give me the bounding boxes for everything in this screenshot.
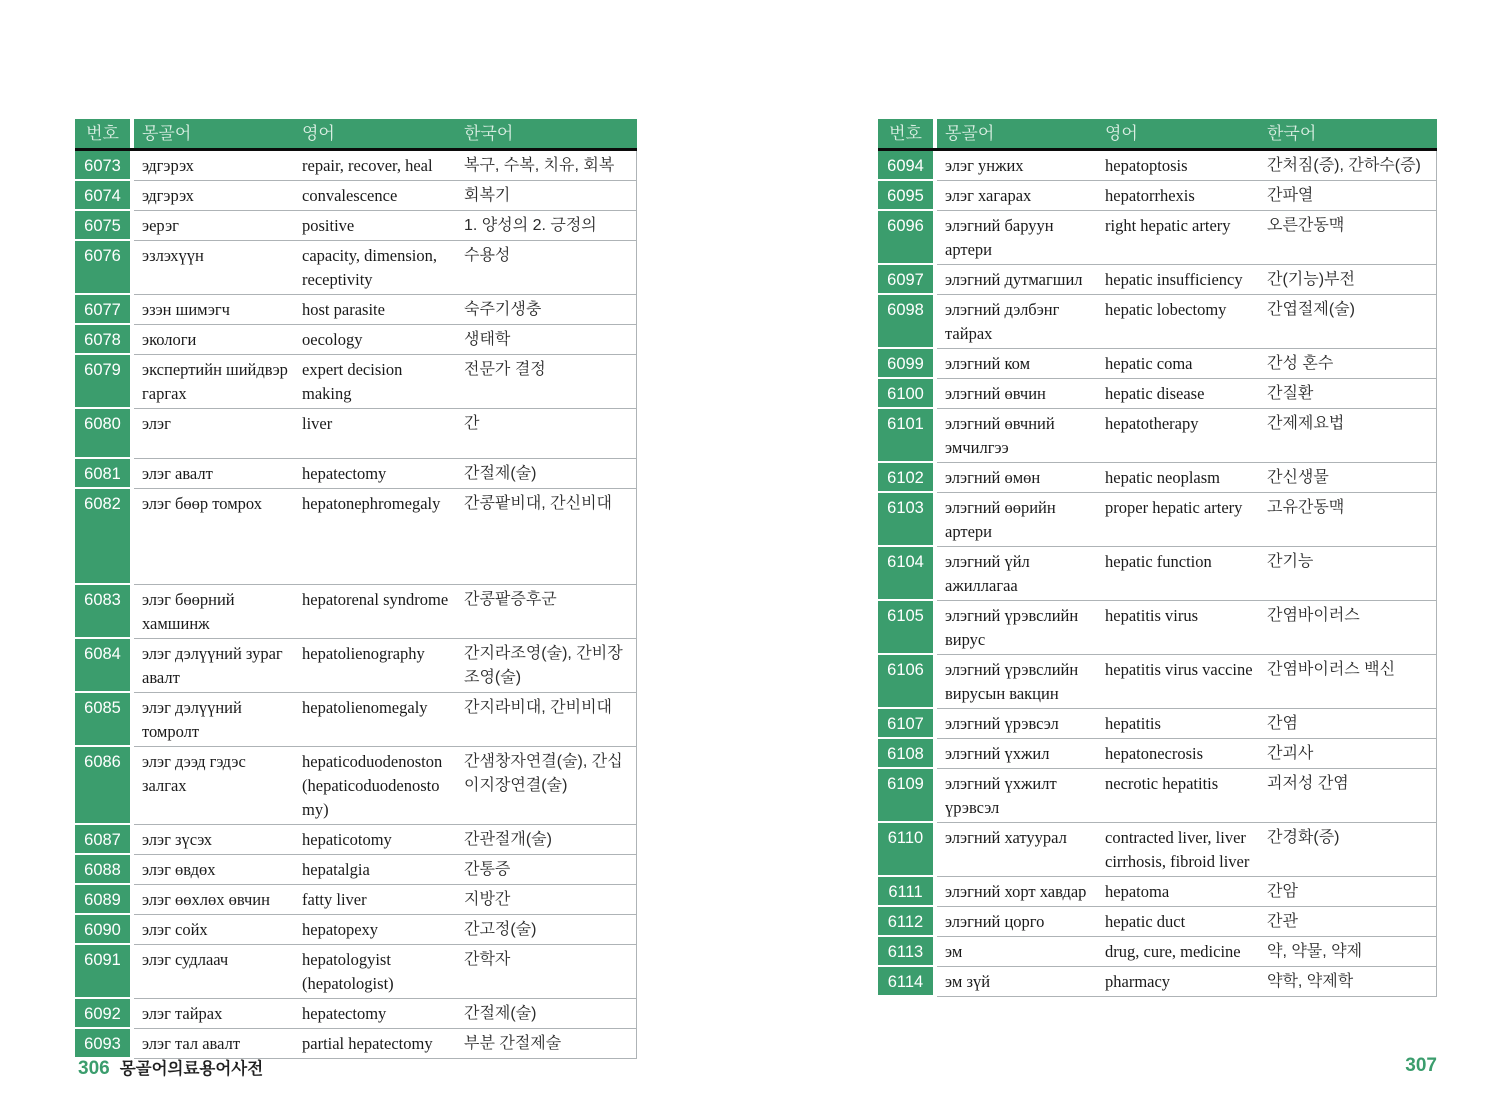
entry-number-cell: 6074 bbox=[75, 181, 130, 211]
entry-number-cell: 6111 bbox=[878, 877, 933, 907]
entry-number-cell: 6090 bbox=[75, 915, 130, 945]
entry-mongolian: элэгний өвчний эмчилгээ bbox=[937, 409, 1097, 463]
entry-number-cell: 6089 bbox=[75, 885, 130, 915]
table-row bbox=[75, 241, 636, 295]
left-page-footer bbox=[78, 1055, 263, 1080]
entry-english: hepatic lobectomy bbox=[1097, 295, 1259, 349]
entry-mongolian: элэг дэлүүний томролт bbox=[134, 693, 294, 747]
entry-mongolian: элэгний үйл ажиллагаа bbox=[937, 547, 1097, 601]
table-row bbox=[75, 181, 636, 211]
entry-mongolian: элэг өөхлөх өвчин bbox=[134, 885, 294, 915]
entry-english: hepaticotomy bbox=[294, 825, 456, 855]
entry-mongolian: элэг бөөрний хамшинж bbox=[134, 585, 294, 639]
entry-english: convalescence bbox=[294, 181, 456, 211]
entry-number-cell: 6109 bbox=[878, 769, 933, 823]
entry-number-cell: 6080 bbox=[75, 409, 130, 459]
table-row bbox=[75, 825, 636, 855]
table-row bbox=[75, 409, 636, 459]
entry-korean: 간질환 bbox=[1259, 379, 1436, 409]
entry-korean: 간절제(술) bbox=[456, 999, 636, 1029]
entry-korean: 전문가 결정 bbox=[456, 355, 636, 409]
entry-english: hepatitis virus vaccine bbox=[1097, 655, 1259, 709]
entry-english: hepatopexy bbox=[294, 915, 456, 945]
entry-english: right hepatic artery bbox=[1097, 211, 1259, 265]
table-row bbox=[878, 739, 1436, 769]
entry-number-cell: 6086 bbox=[75, 747, 130, 825]
entry-number-cell: 6103 bbox=[878, 493, 933, 547]
table-row bbox=[75, 355, 636, 409]
table-row bbox=[75, 459, 636, 489]
table-row bbox=[878, 547, 1436, 601]
entry-mongolian: элэг өвдөх bbox=[134, 855, 294, 885]
table-row bbox=[878, 601, 1436, 655]
table-row bbox=[878, 349, 1436, 379]
entry-number-cell: 6078 bbox=[75, 325, 130, 355]
entry-mongolian: элэгний өмөн bbox=[937, 463, 1097, 493]
entry-number-cell: 6100 bbox=[878, 379, 933, 409]
table-row bbox=[878, 211, 1436, 265]
table-row bbox=[878, 937, 1436, 967]
entry-korean: 약, 약물, 약제 bbox=[1259, 937, 1436, 967]
entry-mongolian: элэг авалт bbox=[134, 459, 294, 489]
entry-english: hepatic function bbox=[1097, 547, 1259, 601]
entry-english: hepatoma bbox=[1097, 877, 1259, 907]
table-row bbox=[75, 855, 636, 885]
entry-korean: 간관절개(술) bbox=[456, 825, 636, 855]
table-row bbox=[878, 265, 1436, 295]
entry-korean: 숙주기생충 bbox=[456, 295, 636, 325]
table-row bbox=[878, 877, 1436, 907]
entry-number-cell: 6098 bbox=[878, 295, 933, 349]
entry-english: hepatectomy bbox=[294, 999, 456, 1029]
entry-english: hepatolienography bbox=[294, 639, 456, 693]
entry-korean: 수용성 bbox=[456, 241, 636, 295]
entry-number-cell: 6113 bbox=[878, 937, 933, 967]
entry-number-cell: 6094 bbox=[878, 151, 933, 181]
entry-korean: 간엽절제(술) bbox=[1259, 295, 1436, 349]
left-table-body bbox=[75, 151, 637, 1059]
entry-mongolian: эзлэхүүн bbox=[134, 241, 294, 295]
table-row bbox=[878, 463, 1436, 493]
entry-mongolian: элэг тал авалт bbox=[134, 1029, 294, 1059]
entry-korean: 간통증 bbox=[456, 855, 636, 885]
entry-korean: 간염바이러스 백신 bbox=[1259, 655, 1436, 709]
entry-mongolian: элэг сойх bbox=[134, 915, 294, 945]
entry-mongolian: элэг дэлүүний зураг авалт bbox=[134, 639, 294, 693]
table-row bbox=[878, 907, 1436, 937]
entry-number-cell: 6104 bbox=[878, 547, 933, 601]
entry-english: partial hepatectomy bbox=[294, 1029, 456, 1059]
entry-number-cell: 6075 bbox=[75, 211, 130, 241]
entry-english: hepatitis bbox=[1097, 709, 1259, 739]
table-header-row bbox=[75, 119, 637, 151]
entry-mongolian: элэгний цорго bbox=[937, 907, 1097, 937]
entry-number-cell: 6108 bbox=[878, 739, 933, 769]
entry-korean: 간경화(증) bbox=[1259, 823, 1436, 877]
entry-number-cell: 6088 bbox=[75, 855, 130, 885]
table-row bbox=[75, 295, 636, 325]
entry-korean: 괴저성 간염 bbox=[1259, 769, 1436, 823]
entry-korean: 간염 bbox=[1259, 709, 1436, 739]
entry-number-cell: 6085 bbox=[75, 693, 130, 747]
table-row bbox=[75, 489, 636, 585]
entry-number-cell: 6092 bbox=[75, 999, 130, 1029]
entry-mongolian: элэгний үрэвслийн вирусын вакцин bbox=[937, 655, 1097, 709]
entry-english: hepatonephromegaly bbox=[294, 489, 456, 585]
entry-korean: 오른간동맥 bbox=[1259, 211, 1436, 265]
entry-korean: 간(기능)부전 bbox=[1259, 265, 1436, 295]
table-row bbox=[75, 693, 636, 747]
entry-english: fatty liver bbox=[294, 885, 456, 915]
entry-number-cell: 6110 bbox=[878, 823, 933, 877]
entry-number-cell: 6091 bbox=[75, 945, 130, 999]
entry-mongolian: элэгний дутмагшил bbox=[937, 265, 1097, 295]
entry-number-cell: 6101 bbox=[878, 409, 933, 463]
entry-number-cell: 6095 bbox=[878, 181, 933, 211]
table-row bbox=[878, 823, 1436, 877]
entry-korean: 생태학 bbox=[456, 325, 636, 355]
table-row bbox=[75, 999, 636, 1029]
table-row bbox=[878, 379, 1436, 409]
entry-number-cell: 6087 bbox=[75, 825, 130, 855]
table-row bbox=[75, 211, 636, 241]
table-row bbox=[878, 655, 1436, 709]
entry-korean: 지방간 bbox=[456, 885, 636, 915]
entry-mongolian: элэг хагарах bbox=[937, 181, 1097, 211]
entry-number-cell: 6099 bbox=[878, 349, 933, 379]
entry-number-cell: 6106 bbox=[878, 655, 933, 709]
entry-english: hepatonecrosis bbox=[1097, 739, 1259, 769]
table-row bbox=[75, 639, 636, 693]
entry-korean: 간괴사 bbox=[1259, 739, 1436, 769]
entry-mongolian: элэгний үхжилт үрэвсэл bbox=[937, 769, 1097, 823]
entry-korean: 간지라비대, 간비비대 bbox=[456, 693, 636, 747]
entry-mongolian: элэгний үрэвслийн вирус bbox=[937, 601, 1097, 655]
entry-english: hepatolienomegaly bbox=[294, 693, 456, 747]
entry-english: hepatorrhexis bbox=[1097, 181, 1259, 211]
entry-number-cell: 6073 bbox=[75, 151, 130, 181]
table-row bbox=[75, 885, 636, 915]
entry-korean: 1. 양성의 2. 긍정의 bbox=[456, 211, 636, 241]
entry-korean: 간관 bbox=[1259, 907, 1436, 937]
col-header-korean: 한국어 bbox=[456, 119, 637, 148]
table-row bbox=[878, 409, 1436, 463]
entry-korean: 간기능 bbox=[1259, 547, 1436, 601]
entry-english: hepatologyist (hepatologist) bbox=[294, 945, 456, 999]
entry-korean: 약학, 약제학 bbox=[1259, 967, 1436, 997]
entry-mongolian: элэгний өөрийн артери bbox=[937, 493, 1097, 547]
entry-korean: 간처짐(증), 간하수(증) bbox=[1259, 151, 1436, 181]
entry-mongolian: эдгэрэх bbox=[134, 181, 294, 211]
entry-korean: 간콩팥증후군 bbox=[456, 585, 636, 639]
entry-number-cell: 6083 bbox=[75, 585, 130, 639]
entry-english: capacity, dimension, receptivity bbox=[294, 241, 456, 295]
entry-mongolian: экологи bbox=[134, 325, 294, 355]
table-row bbox=[878, 295, 1436, 349]
table-row bbox=[75, 151, 636, 181]
book-title: 몽골어의료용어사전 bbox=[119, 1060, 264, 1078]
entry-english: oecology bbox=[294, 325, 456, 355]
table-row bbox=[878, 967, 1436, 997]
page-number-left: 306 bbox=[78, 1058, 110, 1079]
table-row bbox=[878, 769, 1436, 823]
left-dictionary-table bbox=[75, 119, 637, 1059]
entry-number-cell: 6097 bbox=[878, 265, 933, 295]
entry-korean: 간 bbox=[456, 409, 636, 459]
entry-korean: 부분 간절제술 bbox=[456, 1029, 636, 1059]
entry-korean: 간샘창자연결(술), 간십이지장연결(술) bbox=[456, 747, 636, 825]
entry-number-cell: 6105 bbox=[878, 601, 933, 655]
entry-mongolian: эм bbox=[937, 937, 1097, 967]
table-row bbox=[75, 747, 636, 825]
entry-mongolian: элэг судлаач bbox=[134, 945, 294, 999]
col-header-korean: 한국어 bbox=[1259, 119, 1437, 148]
entry-english: hepatalgia bbox=[294, 855, 456, 885]
entry-number-cell: 6102 bbox=[878, 463, 933, 493]
entry-english: hepatectomy bbox=[294, 459, 456, 489]
entry-english: repair, recover, heal bbox=[294, 151, 456, 181]
entry-english: expert decision making bbox=[294, 355, 456, 409]
entry-english: hepatic duct bbox=[1097, 907, 1259, 937]
entry-mongolian: элэгний хатуурал bbox=[937, 823, 1097, 877]
entry-number-cell: 6082 bbox=[75, 489, 130, 585]
table-header-row bbox=[878, 119, 1437, 151]
col-header-no: 번호 bbox=[878, 119, 933, 148]
entry-korean: 회복기 bbox=[456, 181, 636, 211]
col-header-english: 영어 bbox=[1097, 119, 1259, 148]
table-row bbox=[75, 585, 636, 639]
entry-mongolian: элэгний баруун артери bbox=[937, 211, 1097, 265]
entry-mongolian: элэгний үрэвсэл bbox=[937, 709, 1097, 739]
entry-korean: 간성 혼수 bbox=[1259, 349, 1436, 379]
entry-mongolian: элэгний ком bbox=[937, 349, 1097, 379]
entry-korean: 간파열 bbox=[1259, 181, 1436, 211]
entry-english: hepatic neoplasm bbox=[1097, 463, 1259, 493]
entry-english: hepaticoduodenoston (hepaticoduodenostomy) bbox=[294, 747, 456, 825]
entry-number-cell: 6077 bbox=[75, 295, 130, 325]
col-header-english: 영어 bbox=[294, 119, 456, 148]
entry-number-cell: 6079 bbox=[75, 355, 130, 409]
entry-mongolian: эм зүй bbox=[937, 967, 1097, 997]
right-dictionary-table bbox=[878, 119, 1437, 997]
entry-english: necrotic hepatitis bbox=[1097, 769, 1259, 823]
entry-english: drug, cure, medicine bbox=[1097, 937, 1259, 967]
entry-mongolian: элэг зүсэх bbox=[134, 825, 294, 855]
entry-english: hepatic insufficiency bbox=[1097, 265, 1259, 295]
entry-korean: 간콩팥비대, 간신비대 bbox=[456, 489, 636, 585]
entry-mongolian: элэгний дэлбэнг тайрах bbox=[937, 295, 1097, 349]
col-header-mongolian: 몽골어 bbox=[937, 119, 1097, 148]
entry-korean: 간고정(술) bbox=[456, 915, 636, 945]
entry-mongolian: элэгний өвчин bbox=[937, 379, 1097, 409]
entry-korean: 간제제요법 bbox=[1259, 409, 1436, 463]
entry-english: pharmacy bbox=[1097, 967, 1259, 997]
entry-korean: 간신생물 bbox=[1259, 463, 1436, 493]
entry-english: hepatotherapy bbox=[1097, 409, 1259, 463]
entry-english: hepatorenal syndrome bbox=[294, 585, 456, 639]
table-row bbox=[878, 151, 1436, 181]
entry-english: proper hepatic artery bbox=[1097, 493, 1259, 547]
entry-number-cell: 6107 bbox=[878, 709, 933, 739]
entry-mongolian: эзэн шимэгч bbox=[134, 295, 294, 325]
entry-number-cell: 6096 bbox=[878, 211, 933, 265]
entry-english: host parasite bbox=[294, 295, 456, 325]
entry-mongolian: экспертийн шийдвэр гаргах bbox=[134, 355, 294, 409]
entry-mongolian: элэг бөөр томрох bbox=[134, 489, 294, 585]
entry-english: hepatitis virus bbox=[1097, 601, 1259, 655]
entry-korean: 간절제(술) bbox=[456, 459, 636, 489]
entry-number-cell: 6112 bbox=[878, 907, 933, 937]
table-row bbox=[878, 493, 1436, 547]
entry-english: hepatoptosis bbox=[1097, 151, 1259, 181]
entry-number-cell: 6081 bbox=[75, 459, 130, 489]
entry-mongolian: элэг дээд гэдэс залгах bbox=[134, 747, 294, 825]
entry-english: positive bbox=[294, 211, 456, 241]
entry-number-cell: 6114 bbox=[878, 967, 933, 997]
page-number-right: 307 bbox=[1405, 1055, 1437, 1076]
table-row bbox=[75, 915, 636, 945]
entry-mongolian: эерэг bbox=[134, 211, 294, 241]
table-row bbox=[878, 181, 1436, 211]
col-header-mongolian: 몽골어 bbox=[134, 119, 294, 148]
entry-english: hepatic disease bbox=[1097, 379, 1259, 409]
table-row bbox=[75, 945, 636, 999]
entry-mongolian: элэг тайрах bbox=[134, 999, 294, 1029]
entry-mongolian: элэг унжих bbox=[937, 151, 1097, 181]
entry-mongolian: элэгний хорт хавдар bbox=[937, 877, 1097, 907]
entry-mongolian: элэг bbox=[134, 409, 294, 459]
table-row bbox=[878, 709, 1436, 739]
entry-korean: 간염바이러스 bbox=[1259, 601, 1436, 655]
entry-english: hepatic coma bbox=[1097, 349, 1259, 379]
entry-korean: 복구, 수복, 치유, 회복 bbox=[456, 151, 636, 181]
entry-mongolian: элэгний үхжил bbox=[937, 739, 1097, 769]
col-header-no: 번호 bbox=[75, 119, 130, 148]
right-table-body bbox=[878, 151, 1437, 997]
table-row bbox=[75, 325, 636, 355]
entry-mongolian: эдгэрэх bbox=[134, 151, 294, 181]
entry-english: contracted liver, liver cirrhosis, fibroid liver bbox=[1097, 823, 1259, 877]
entry-number-cell: 6076 bbox=[75, 241, 130, 295]
entry-korean: 고유간동맥 bbox=[1259, 493, 1436, 547]
entry-english: liver bbox=[294, 409, 456, 459]
entry-korean: 간학자 bbox=[456, 945, 636, 999]
entry-korean: 간지라조영(술), 간비장조영(술) bbox=[456, 639, 636, 693]
entry-number-cell: 6084 bbox=[75, 639, 130, 693]
right-page-footer bbox=[1405, 1055, 1437, 1077]
entry-korean: 간암 bbox=[1259, 877, 1436, 907]
entry-number-cell: 6093 bbox=[75, 1029, 130, 1059]
